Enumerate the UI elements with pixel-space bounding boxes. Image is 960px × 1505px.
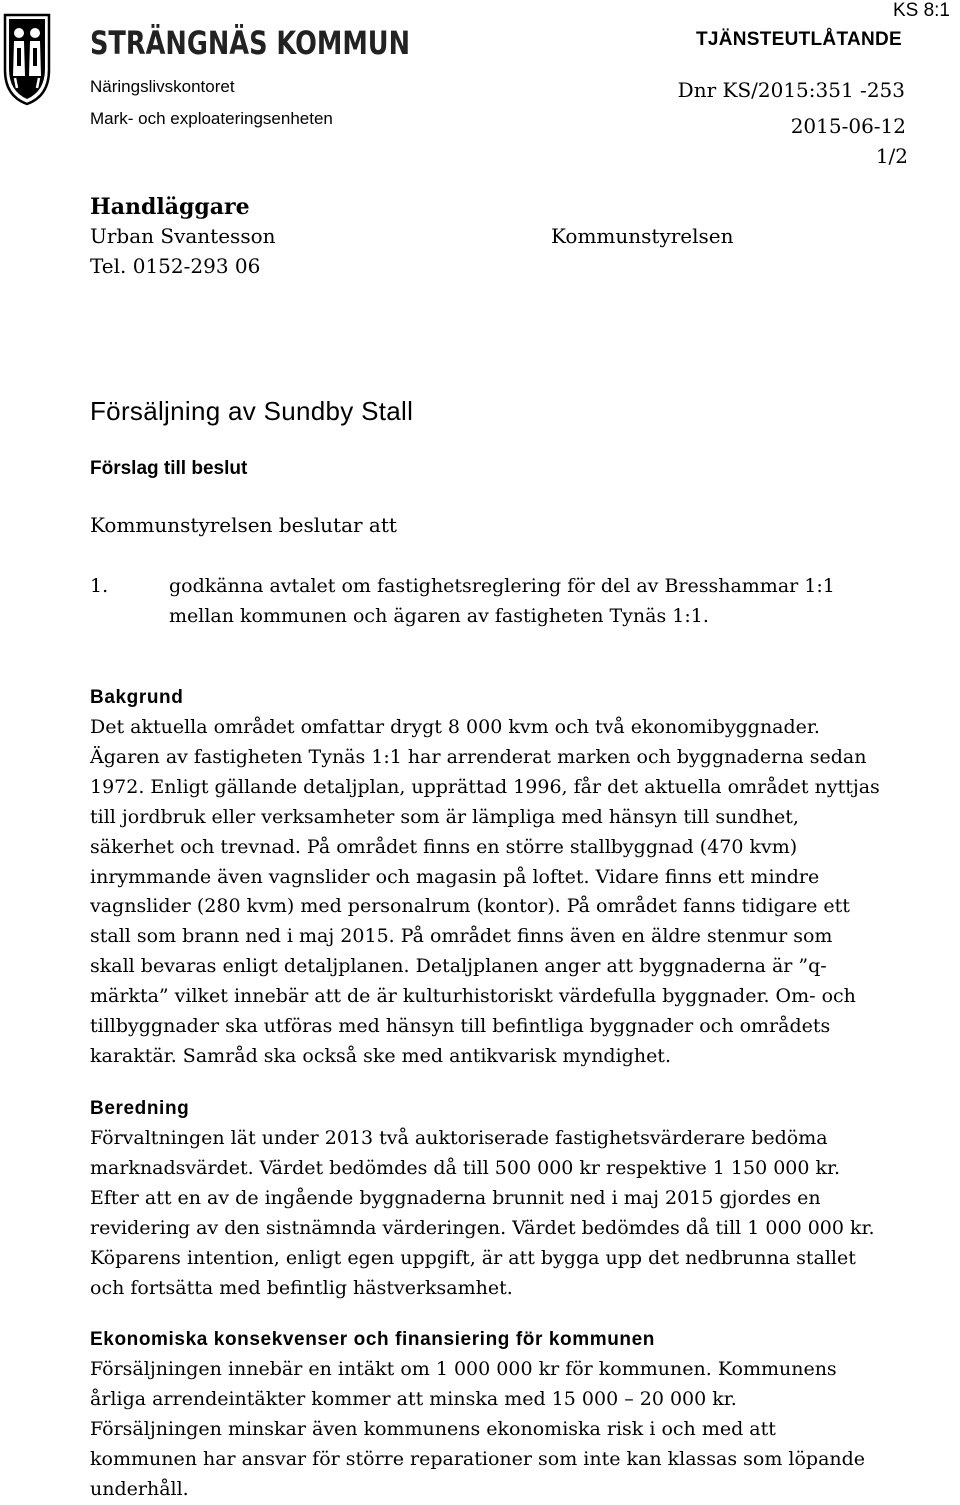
paragraph-line: Försäljningen minskar även kommunens ekonomiska risk i och med att — [90, 1417, 776, 1440]
svg-text:STRÄNGNÄS KOMMUN: STRÄNGNÄS KOMMUN — [90, 24, 410, 62]
paragraph-line: Försäljningen innebär en intäkt om 1 000 000 kr för kommunen. Kommunens — [90, 1358, 837, 1380]
background-paragraph — [90, 713, 880, 1072]
handler-phone: Tel. 0152-293 06 — [90, 254, 261, 278]
paragraph-line: till jordbruk eller verksamheter som är lämpliga med hänsyn till sundhet, — [90, 805, 799, 828]
preparation-paragraph — [90, 1124, 875, 1303]
document-date: 2015-06-12 — [790, 114, 906, 138]
paragraph-line: marknadsvärdet. Värdet bedömdes då till 500 000 kr respektive 1 150 000 kr. — [90, 1156, 841, 1179]
proposal-intro: Kommunstyrelsen beslutar att — [90, 513, 397, 537]
handler-label: Handläggare — [90, 194, 250, 220]
paragraph-line: Förvaltningen lät under 2013 två auktoriserade fastighetsvärderare bedöma — [90, 1127, 828, 1149]
document-title: Försäljning av Sundby Stall — [90, 396, 414, 426]
paragraph-line: underhåll. — [90, 1477, 189, 1500]
proposal-item-line: mellan kommunen och ägaren av fastigheten Tynäs 1:1. — [169, 604, 709, 627]
paragraph-line: Efter att en av de ingående byggnaderna brunnit ned i maj 2015 gjordes en — [90, 1186, 821, 1209]
proposal-item-1 — [90, 572, 890, 632]
document-type: TJÄNSTEUTLÅTANDE — [695, 29, 902, 50]
paragraph-line: säkerhet och trevnad. På området finns en större stallbyggnad (470 kvm) — [90, 835, 798, 858]
economics-paragraph — [90, 1355, 865, 1505]
paragraph-line: och fortsätta med befintlig hästverksamhet. — [90, 1276, 513, 1299]
economics-heading: Ekonomiska konsekvenser och finansiering för kommunen — [90, 1329, 656, 1350]
paragraph-line: Ägaren av fastigheten Tynäs 1:1 har arrenderat marken och byggnaderna sedan — [90, 745, 867, 768]
recipient: Kommunstyrelsen — [551, 224, 734, 248]
paragraph-line: Det aktuella området omfattar drygt 8 000 kvm och två ekonomibyggnader. — [90, 716, 820, 738]
paragraph-line: inrymmande även vagnslider och magasin på loftet. Vidare finns ett mindre — [90, 865, 820, 888]
department-name: Näringslivskontoret — [90, 77, 235, 96]
paragraph-line: stall som brann ned i maj 2015. På området finns även en äldre stenmur som — [90, 925, 833, 948]
background-heading: Bakgrund — [90, 687, 184, 708]
paragraph-line: Köparens intention, enligt egen uppgift, är att bygga upp det nedbrunna stallet — [90, 1246, 856, 1269]
paragraph-line: skall bevaras enligt detaljplanen. Detaljplanen anger att byggnaderna är ”q- — [90, 955, 827, 978]
case-reference: KS 8:1 — [892, 0, 950, 21]
paragraph-line: 1972. Enligt gällande detaljplan, upprättad 1996, får det aktuella området nyttjas — [90, 775, 880, 798]
proposal-item-line: godkänna avtalet om fastighetsreglering för del av Bresshammar 1:1 — [169, 575, 835, 597]
paragraph-line: årliga arrendeintäkter kommer att minska med 15 000 – 20 000 kr. — [90, 1387, 737, 1410]
municipality-wordmark-logo — [90, 22, 412, 62]
paragraph-line: märkta” vilket innebär att de är kulturhistoriskt värdefulla byggnader. Om- och — [90, 985, 856, 1008]
paragraph-line: karaktär. Samråd ska också ske med antikvarisk myndighet. — [90, 1044, 671, 1067]
paragraph-line: kommunen har ansvar för större reparationer som inte kan klassas som löpande — [90, 1447, 866, 1470]
preparation-heading: Beredning — [90, 1098, 190, 1119]
proposal-heading: Förslag till beslut — [90, 458, 248, 479]
paragraph-line: revidering av den sistnämnda värderingen. Värdet bedömdes då till 1 000 000 kr. — [90, 1216, 875, 1239]
list-number: 1. — [90, 575, 109, 597]
handler-name: Urban Svantesson — [90, 224, 276, 248]
page-number: 1/2 — [875, 144, 908, 168]
paragraph-line: tillbyggnader ska utföras med hänsyn till befintliga byggnader och områdets — [90, 1015, 831, 1038]
diary-number: Dnr KS/2015:351 -253 — [677, 78, 905, 102]
municipality-coat-of-arms-logo — [2, 12, 52, 106]
paragraph-line: vagnslider (280 kvm) med personalrum (kontor). På området fanns tidigare ett — [90, 895, 850, 918]
unit-name: Mark- och exploateringsenheten — [90, 109, 333, 128]
